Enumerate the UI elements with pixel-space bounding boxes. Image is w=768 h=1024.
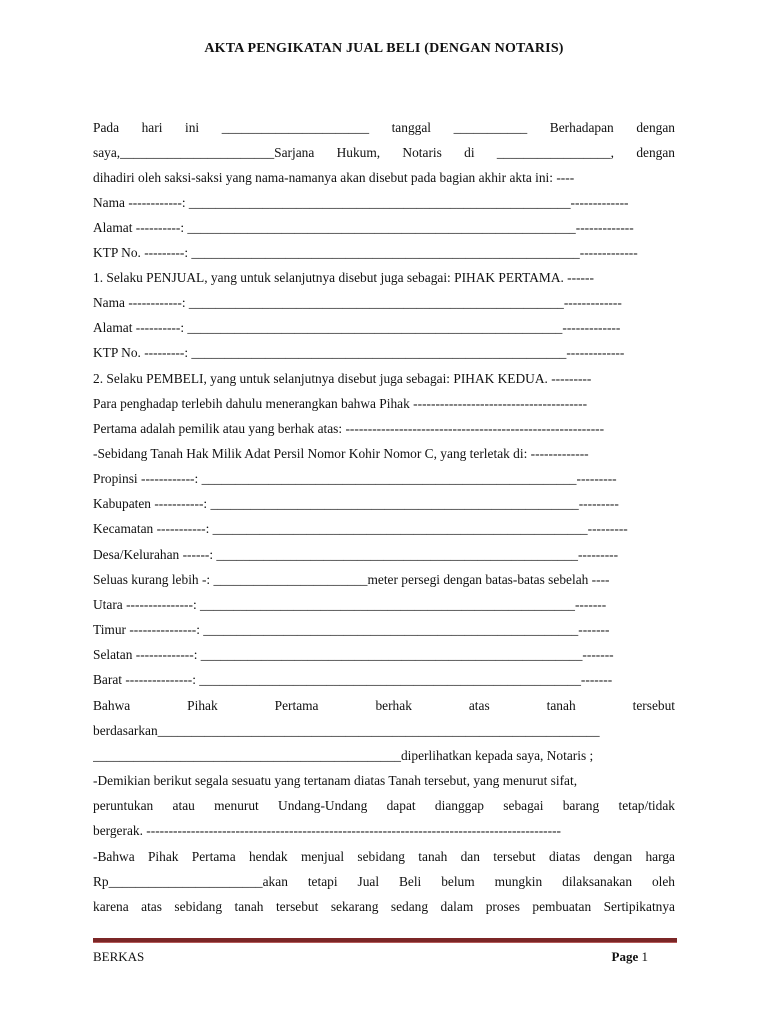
- body-line: Desa/Kelurahan ------: ______________________________________________________---------: [93, 547, 619, 562]
- body-line: Propinsi ------------: ________________________________________________________---------: [93, 471, 617, 486]
- body-line: Nama ------------: _________________________________________________________-------------: [93, 195, 629, 210]
- body-line: berdasarkan__________________________________________________________________: [93, 723, 600, 738]
- body-line: Para penghadap terlebih dahulu menerangkan bahwa Pihak ---------------------------------------: [93, 396, 588, 411]
- body-line: Pada hari ini ______________________ tanggal ___________ Berhadapan dengan: [93, 120, 675, 135]
- body-line: KTP No. ---------: __________________________________________________________-------------: [93, 245, 638, 260]
- body-line: bergerak. ---------------------------------------------------------------------------------------------: [93, 823, 561, 838]
- body-line: saya,_______________________Sarjana Hukum, Notaris di _________________, dengan: [93, 145, 675, 160]
- body-line: peruntukan atau menurut Undang-Undang dapat dianggap sebagai barang tetap/tidak: [93, 798, 675, 813]
- body-line: Kecamatan -----------: ________________________________________________________---------: [93, 521, 628, 536]
- body-line: Selatan -------------: _________________________________________________________-------: [93, 647, 614, 662]
- page-label: Page: [611, 949, 639, 964]
- body-line: dihadiri oleh saksi-saksi yang nama-namanya akan disebut pada bagian akhir akta ini: ----: [93, 170, 575, 185]
- body-line: Barat ---------------: _________________________________________________________-------: [93, 672, 613, 687]
- body-line: Timur ---------------: ________________________________________________________-------: [93, 622, 610, 637]
- body-line: 1. Selaku PENJUAL, yang untuk selanjutnya disebut juga sebagai: PIHAK PERTAMA. ------: [93, 270, 594, 285]
- body-line: Kabupaten -----------: _______________________________________________________---------: [93, 496, 619, 511]
- body-line: 2. Selaku PEMBELI, yang untuk selanjutnya disebut juga sebagai: PIHAK KEDUA. ---------: [93, 371, 592, 386]
- body-line: Rp_______________________akan tetapi Jual Beli belum mungkin dilaksanakan oleh: [93, 874, 675, 889]
- body-line: Alamat ----------: __________________________________________________________-------------: [93, 220, 634, 235]
- footer-divider: [93, 938, 677, 943]
- body-line: karena atas sebidang tanah tersebut sekarang sedang dalam proses pembuatan Sertipikatnya: [93, 899, 675, 914]
- page-number-value: 1: [641, 949, 648, 964]
- body-line: -Sebidang Tanah Hak Milik Adat Persil Nomor Kohir Nomor C, yang terletak di: -------------: [93, 446, 589, 461]
- body-line: Alamat ----------: ________________________________________________________-------------: [93, 320, 621, 335]
- body-line: KTP No. ---------: ________________________________________________________-------------: [93, 345, 625, 360]
- body-line: Bahwa Pihak Pertama berhak atas tanah tersebut: [93, 698, 675, 713]
- body-line: Nama ------------: ________________________________________________________-------------: [93, 295, 622, 310]
- footer-label: BERKAS: [93, 949, 145, 964]
- body-line: -Demikian berikut segala sesuatu yang tertanam diatas Tanah tersebut, yang menurut sifat,: [93, 773, 578, 788]
- body-line: Utara ---------------: ________________________________________________________-------: [93, 597, 607, 612]
- body-line: ______________________________________________diperlihatkan kepada saya, Notaris ;: [93, 748, 594, 763]
- body-line: -Bahwa Pihak Pertama hendak menjual sebidang tanah dan tersebut diatas dengan harga: [93, 849, 675, 864]
- body-line: Seluas kurang lebih -: _______________________meter persegi dengan batas-batas sebelah ----: [93, 572, 610, 587]
- body-line: Pertama adalah pemilik atau yang berhak atas: ----------------------------------------------------------: [93, 421, 605, 436]
- page-number: [560, 949, 648, 965]
- document-title: AKTA PENGIKATAN JUAL BELI (DENGAN NOTARIS): [204, 41, 564, 56]
